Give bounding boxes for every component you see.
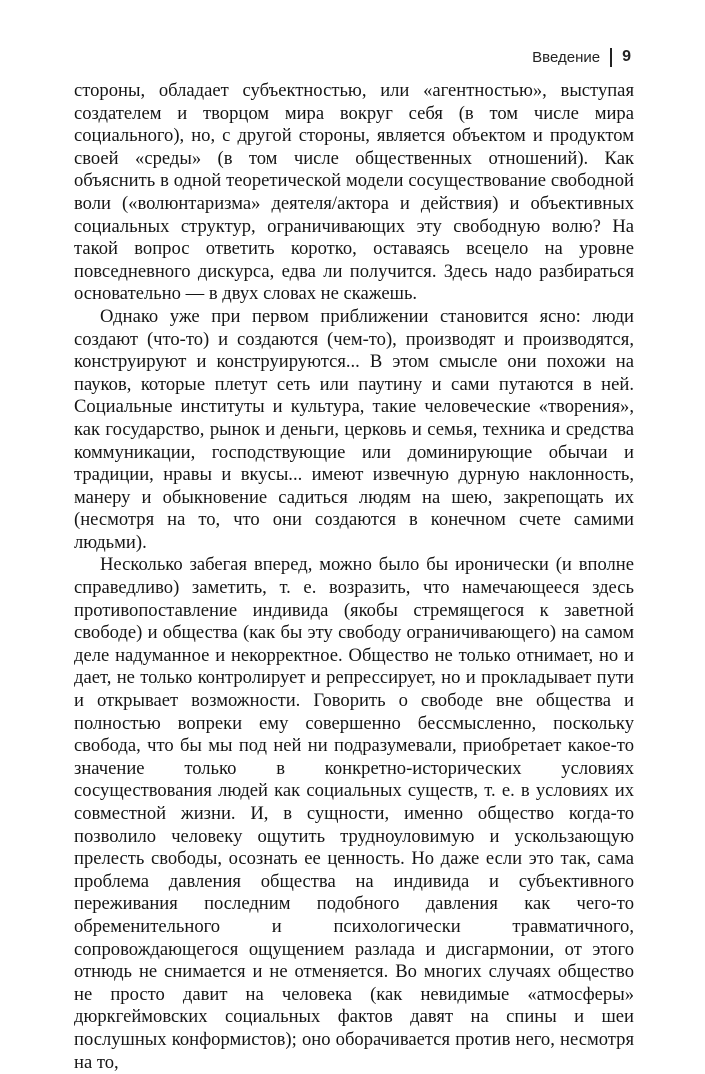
body-text xyxy=(74,80,634,1074)
header-separator xyxy=(610,48,612,67)
paragraph: Однако уже при первом приближении становится ясно: люди создают (что-то) и создаются (чем-то), производят и производятся, конструируют и конструируются... В этом смысле они похожи на пауков, которые плетут сеть или паутину и сами путаются в ней. Социальные институты и культура, такие человеческие «творения», как государство, рынок и деньги, церковь и семья, техника и средства коммуникации, господствующие или доминирующие обычаи и традиции, нравы и вкусы... имеют извечную дурную наклонность, манеру и обыкновение садиться людям на шею, закрепощать их (несмотря на то, что они создаются в конечном счете самими людьми). xyxy=(74,305,634,553)
paragraph: Несколько забегая вперед, можно было бы иронически (и вполне справедливо) заметить, т. е. возразить, что намечающееся здесь противопоставление индивида (якобы стремящегося к заветной свободе) и общества (как бы эту свободу ограничивающего) на самом деле надуманное и некорректное. Общество не только отнимает, но и дает, не только контролирует и репрессирует, но и прокладывает пути и открывает возможности. Говорить о свободе вне общества и полностью вопреки ему совершенно бессмысленно, поскольку свобода, что бы мы под ней ни подразумевали, приобретает какое-то значение только в конкретно-исторических условиях сосуществования людей как социальных существ, т. е. в условиях их совместной жизни. И, в сущности, именно общество когда-то позволило человеку ощутить трудноуловимую и ускользающую прелесть свободы, осознать ее ценность. Но даже если это так, сама проблема давления общества на индивида и субъективного переживания последним подобного давления как чего-то обременительного и психологически травматичного, сопровождающегося ощущением разлада и дисгармонии, от этого отнюдь не снимается и не отменяется. Во многих случаях общество не просто давит на человека (как невидимые «атмосферы» дюркгеймовских социальных фактов давят на спины и шеи послушных конформистов); оно оборачивается против него, несмотря на то, xyxy=(74,554,634,1073)
running-head xyxy=(532,44,631,70)
page-number: 9 xyxy=(622,48,631,65)
section-title: Введение xyxy=(532,48,601,66)
paragraph-continuation: стороны, обладает субъектностью, или «агентностью», выступая создателем и творцом мира вокруг себя (в том числе мира социального), но, с другой стороны, является объектом и продуктом своей «среды» (в том числе общественных отношений). Как объяснить в одной теоретической модели сосуществование свободной воли («волюнтаризма» деятеля/актора и действия) и объективных социальных структур, ограничивающих эту свободную волю? На такой вопрос ответить коротко, оставаясь всецело на уровне повседневного дискурса, едва ли получится. Здесь надо разбираться основательно — в двух словах не скажешь. xyxy=(74,80,634,305)
